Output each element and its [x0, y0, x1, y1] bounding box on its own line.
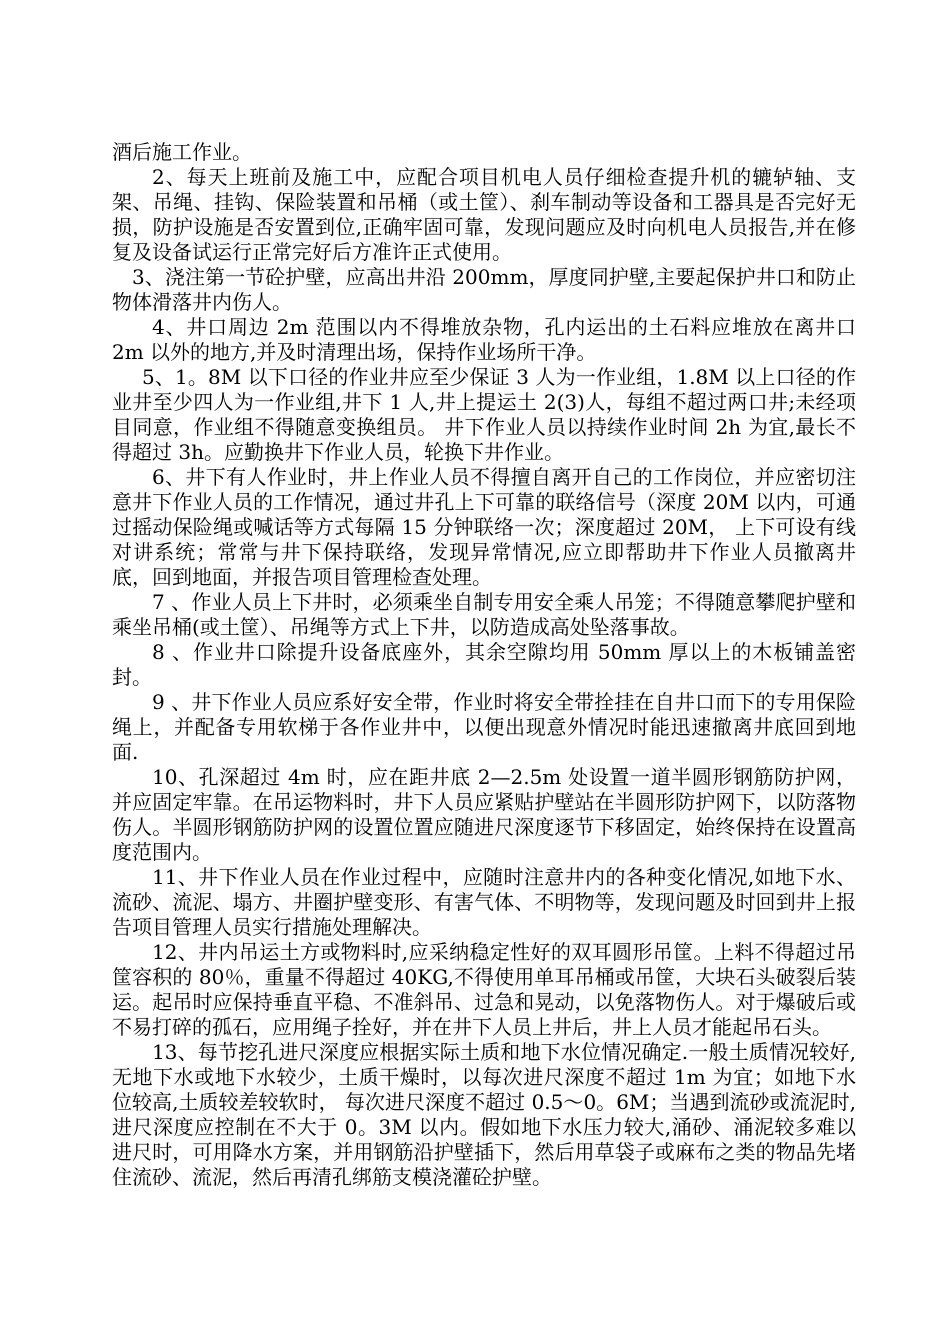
paragraph-item-12: 12、井内吊运土方或物料时,应采纳稳定性好的双耳圆形吊筐。上料不得超过吊筐容积的 80％，重量不得超过 40KG,不得使用单耳吊桶或吊筐，大块石头破裂后装运。起吊时应保持垂直平稳、不准斜吊、过急和晃动，以免落物伤人。对于爆破后或不易打碎的孤石，应用绳子拴好，并在井下人员上井后，井上人员才能起吊石头。	[112, 940, 856, 1039]
paragraph-item-7: 7 、作业人员上下井时，必须乘坐自制专用安全乘人吊笼；不得随意攀爬护壁和乘坐吊桶(或土筐）、吊绳等方式上下井，以防造成高处坠落事故。	[112, 590, 856, 639]
paragraph-item-3: 3、浇注第一节砼护壁，应高出井沿 200mm，厚度同护壁,主要起保护井口和防止物体滑落井内伤人。	[112, 265, 856, 314]
paragraph-item-10: 10、孔深超过 4m 时，应在距井底 2—2.5m 处设置一道半圆形钢筋防护网，并应固定牢靠。在吊运物料时，井下人员应紧贴护壁站在半圆形防护网下，以防落物伤人。半圆形钢筋防护网的设置位置应随进尺深度逐节下移固定，始终保持在设置高度范围内。	[112, 765, 856, 864]
paragraph-item-11: 11、井下作业人员在作业过程中，应随时注意井内的各种变化情况,如地下水、流砂、流泥、塌方、井圈护壁变形、有害气体、不明物等，发现问题及时回到井上报告项目管理人员实行措施处理解决。	[112, 865, 856, 939]
paragraph-item-4: 4、井口周边 2m 范围以内不得堆放杂物，孔内运出的土石料应堆放在离井口 2m 以外的地方,并及时清理出场，保持作业场所干净。	[112, 315, 856, 364]
paragraph-item-9: 9 、井下作业人员应系好安全带，作业时将安全带拴挂在自井口而下的专用保险绳上，并配备专用软梯于各作业井中，以便出现意外情况时能迅速撤离井底回到地面.	[112, 690, 856, 764]
document-body	[112, 140, 856, 1190]
paragraph-item-8: 8 、作业井口除提升设备底座外，其余空隙均用 50mm 厚以上的木板铺盖密封。	[112, 640, 856, 689]
paragraph-item-6: 6、井下有人作业时，井上作业人员不得擅自离开自己的工作岗位，并应密切注意井下作业人员的工作情况，通过井孔上下可靠的联络信号（深度 20M 以内，可通过摇动保险绳或喊话等方式每隔 15 分钟联络一次；深度超过 20M， 上下可设有线对讲系统；常常与井下保持联络，发现异常情况,应立即帮助井下作业人员撤离井底，回到地面，并报告项目管理检查处理。	[112, 465, 856, 589]
paragraph-item-5: 5、1。8M 以下口径的作业井应至少保证 3 人为一作业组，1.8M 以上口径的作业井至少四人为一作业组,井下 1 人,井上提运土 2(3)人，每组不超过两口井;未经项目同意，作业组不得随意变换组员。 井下作业人员以持续作业时间 2h 为宜,最长不得超过 3h。应勤换井下作业人员，轮换下井作业。	[112, 365, 856, 464]
paragraph-item-13: 13、每节挖孔进尺深度应根据实际土质和地下水位情况确定.一般土质情况较好,无地下水或地下水较少，土质干燥时，以每次进尺深度不超过 1m 为宜；如地下水位较高,土质较差较软时， 每次进尺深度不超过 0.5～0。6M；当遇到流砂或流泥时,进尺深度应控制在不大于 0。3M 以内。假如地下水压力较大,涌砂、涌泥较多难以进尺时，可用降水方案，并用钢筋沿护壁插下，然后用草袋子或麻布之类的物品先堵住流砂、流泥，然后再清孔绑筋支模浇灌砼护壁。	[112, 1040, 856, 1189]
paragraph-item-2: 2、每天上班前及施工中，应配合项目机电人员仔细检查提升机的辘轳轴、支架、吊绳、挂钩、保险装置和吊桶（或土筐）、刹车制动等设备和工器具是否完好无损，防护设施是否安置到位,正确牢固可靠，发现问题应及时向机电人员报告,并在修复及设备试运行正常完好后方准许正式使用。	[112, 165, 856, 264]
paragraph-continuation: 酒后施工作业。	[112, 140, 252, 164]
